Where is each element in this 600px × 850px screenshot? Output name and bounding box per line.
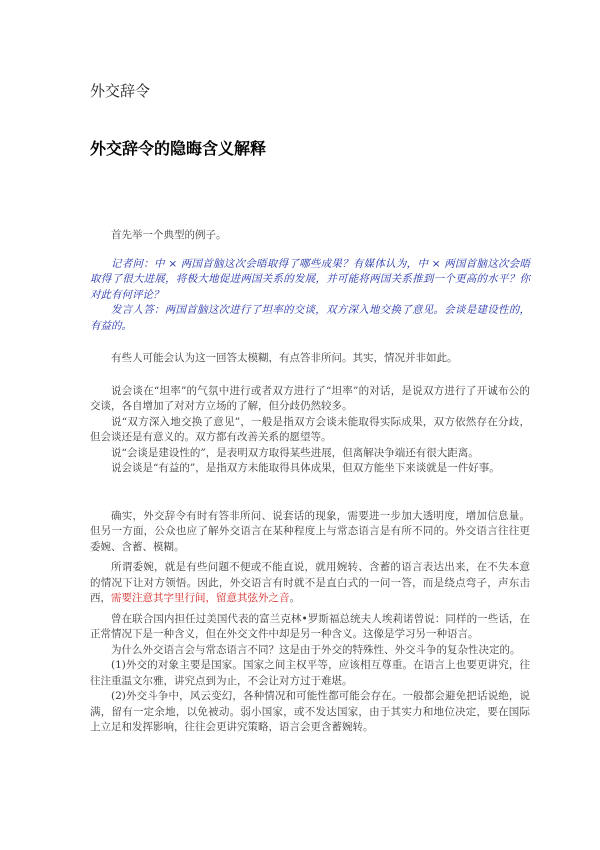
paragraph-4-end: 。	[289, 592, 300, 604]
document-header: 外交辞令	[90, 82, 151, 100]
paragraph-2c: 说“会谈是建设性的”，是表明双方取得某些进展，但离解决争端还有很大距离。	[111, 446, 479, 459]
paragraph-1: 有些人可能会认为这一回答太模糊，有点答非所问。其实，情况并非如此。	[111, 352, 458, 364]
spokesperson-answer: 发言人答：两国首脑这次进行了坦率的交谈，双方深入地交换了意见。会谈是建设性的，有益的。	[90, 304, 530, 332]
paragraph-2a: 说会谈在“坦率”的气氛中进行或者双方进行了“坦率”的对话，是说双方进行了开诚布公的交谈，各自增加了对对方立场的了解，但分歧仍然较多。	[90, 384, 530, 412]
paragraph-4-text: 所谓委婉，就是有些问题不便或不能直说，就用婉转、含蓄的语言表达出来，在不失本意的情况下让对方领悟。因此，外交语言有时就不是直白式的一问一答，而是绕点弯子，声东击西，	[90, 561, 530, 604]
paragraph-8: (2)外交斗争中，风云变幻，各种情况和可能性都可能会存在。一般都会避免把话说绝，说满，留有一定余地，以免被动。弱小国家，或不发达国家，由于其实力和地位决定，要在国际上立足和发挥影响，往往会更讲究策略，语言会更含蓄婉转。	[90, 690, 530, 733]
reporter-question: 记者问：中 × 两国首脑这次会晤取得了哪些成果？有媒体认为，中 × 两国首脑这次会晤取得了很大进展，将极大地促进两国关系的发展，并可能将两国关系推到一个更高的水平？你对此有何评论？	[90, 257, 530, 301]
paragraph-6: 为什么外交语言会与常态语言不同？这是由于外交的特殊性、外交斗争的复杂性决定的。	[111, 643, 521, 656]
paragraph-2b: 说“双方深入地交换了意见”，一般是指双方会谈未能取得实际成果，双方依然存在分歧，但会谈还是有意义的。双方都有改善关系的愿望等。	[90, 415, 530, 443]
highlighted-phrase: 需要注意其字里行间，留意其弦外之音	[111, 592, 290, 604]
paragraph-4	[90, 560, 530, 607]
paragraph-7: (1)外交的对象主要是国家。国家之间主权平等，应该相互尊重。在语言上也要更讲究，往往注重温文尔雅，讲究点到为止，不会让对方过于难堪。	[90, 659, 530, 687]
paragraph-5: 曾在联合国内担任过美国代表的富兰克林•罗斯福总统夫人埃莉诺曾说：同样的一些话，在正常情况下是一种含义，但在外交文件中却是另一种含义。这像是学习另一种语言。	[90, 612, 530, 640]
paragraph-3: 确实，外交辞令有时有答非所问、说套话的现象，需要进一步加大透明度，增加信息量。但另一方面，公众也应了解外交语言在某种程度上与常态语言是有所不同的。外交语言往往更委婉、含蓄、模糊。	[90, 509, 530, 553]
paragraph-2d: 说会谈是“有益的”，是指双方未能取得具体成果，但双方能坐下来谈就是一件好事。	[111, 462, 500, 474]
document-body	[90, 228, 530, 736]
document-title: 外交辞令的隐晦含义解释	[90, 139, 267, 158]
intro-paragraph: 首先举一个典型的例子。	[111, 229, 227, 241]
